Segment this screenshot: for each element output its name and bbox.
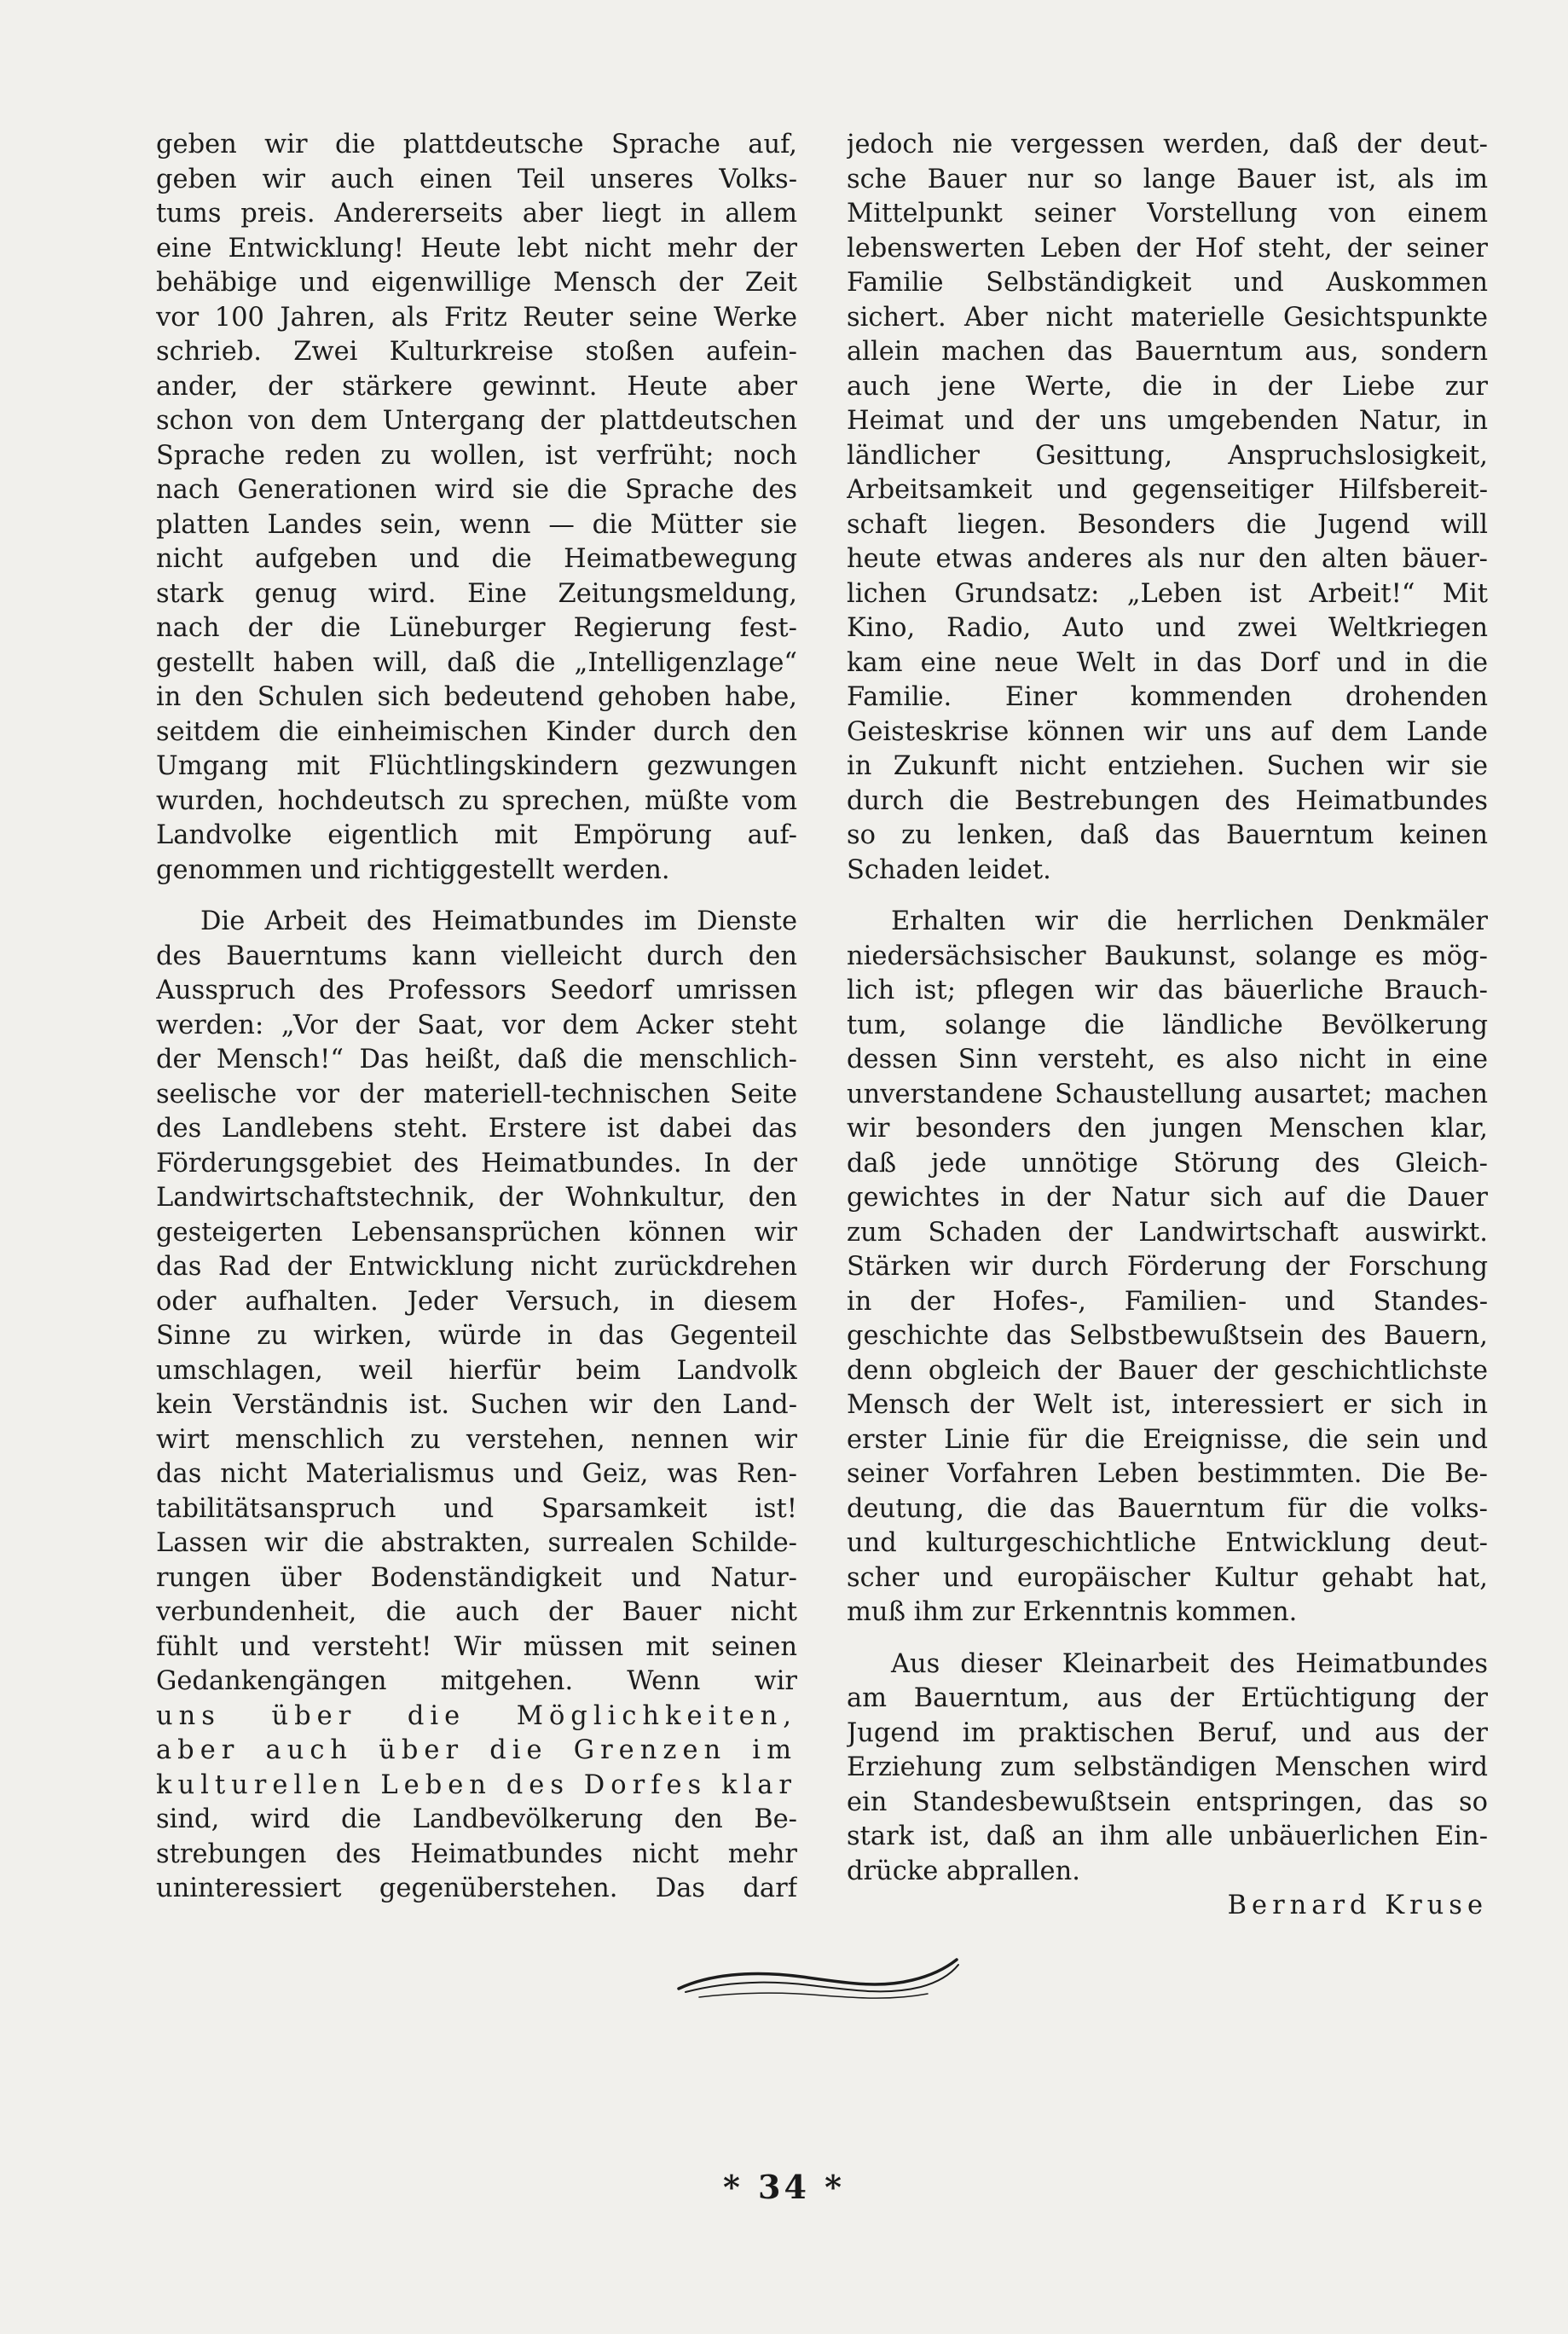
text-line: strebungen des Heimatbundes nicht mehr [156, 1839, 797, 1869]
swash-ornament-icon [674, 1951, 963, 2011]
author-signature: Bernard Kruse [1227, 1891, 1488, 1920]
text-line: zum Schaden der Landwirtschaft auswirkt. [847, 1217, 1488, 1248]
text-line: tabilitätsanspruch und Sparsamkeit ist! [156, 1493, 797, 1524]
text-line: kein Verständnis ist. Suchen wir den Land- [156, 1390, 797, 1420]
paragraph [847, 1648, 1488, 1890]
text-line: Stärken wir durch Förderung der Forschung [847, 1252, 1488, 1282]
text-line: auch jene Werte, die in der Liebe zur [847, 371, 1488, 402]
text-line: genommen und richtiggestellt werden. [156, 854, 670, 885]
text-line: Geisteskrise können wir uns auf dem Lande [847, 716, 1488, 747]
text-line: Landwirtschaftstechnik, der Wohnkultur, den [156, 1183, 797, 1213]
text-line: Lassen wir die abstrakten, surrealen Schilde- [156, 1528, 797, 1558]
text-line: tum, solange die ländliche Bevölkerung [847, 1010, 1488, 1040]
text-line: seiner Vorfahren Leben bestimmten. Die Be- [847, 1459, 1488, 1489]
text-line: gewichtes in der Natur sich auf die Dauer [847, 1183, 1488, 1213]
text-line: platten Landes sein, wenn — die Mütter sie [156, 509, 797, 540]
text-line: denn obgleich der Bauer der geschichtlichste [847, 1355, 1488, 1386]
text-line: Mensch der Welt ist, interessiert er sich in [847, 1390, 1488, 1420]
text-line: niedersächsischer Baukunst, solange es mög- [847, 941, 1488, 971]
text-line: tums preis. Andererseits aber liegt in allem [156, 199, 797, 229]
text-line: so zu lenken, daß das Bauerntum keinen [847, 820, 1488, 850]
text-line: Sprache reden zu wollen, ist verfrüht; noch [156, 440, 797, 471]
text-line: geben wir auch einen Teil unseres Volks- [156, 164, 797, 194]
text-line: Die Arbeit des Heimatbundes im Dienste [200, 906, 797, 936]
text-line: gesteigerten Lebensansprüchen können wir [156, 1217, 797, 1248]
text-line: aber auch über die Grenzen im [156, 1735, 797, 1765]
paragraph [156, 905, 797, 1907]
text-line: werden: „Vor der Saat, vor dem Acker steht [156, 1010, 797, 1040]
text-line: nicht aufgeben und die Heimatbewegung [156, 544, 797, 574]
text-line: deutung, die das Bauerntum für die volks- [847, 1493, 1488, 1524]
text-line: Sinne zu wirken, würde in das Gegenteil [156, 1321, 797, 1351]
page-number: * 34 * [722, 2168, 846, 2206]
text-line: ein Standesbewußtsein entspringen, das so [847, 1787, 1488, 1817]
right-column [847, 128, 1488, 1924]
text-line: wir besonders den jungen Menschen klar, [847, 1114, 1488, 1144]
text-line: kulturellen Leben des Dorfes klar [156, 1769, 797, 1800]
text-line: schaft liegen. Besonders die Jugend will [847, 509, 1488, 540]
text-line: des Landlebens steht. Erstere ist dabei das [156, 1114, 797, 1144]
paragraph-gap [847, 888, 1488, 905]
text-line: schrieb. Zwei Kulturkreise stoßen aufein- [156, 337, 797, 367]
text-line: wirt menschlich zu verstehen, nennen wir [156, 1424, 797, 1455]
text-line: ländlicher Gesittung, Anspruchslosigkeit, [847, 440, 1488, 471]
text-line: in der Hofes-, Familien- und Standes- [847, 1286, 1488, 1317]
text-line: sche Bauer nur so lange Bauer ist, als im [847, 164, 1488, 194]
text-line: drücke abprallen. [847, 1856, 1080, 1886]
text-line: Erziehung zum selbständigen Menschen wird [847, 1752, 1488, 1782]
text-line: kam eine neue Welt in das Dorf und in die [847, 647, 1488, 678]
text-line: verbundenheit, die auch der Bauer nicht [156, 1597, 797, 1627]
text-line: sind, wird die Landbevölkerung den Be- [156, 1804, 797, 1834]
text-line: lich ist; pflegen wir das bäuerliche Brauch- [847, 976, 1488, 1005]
text-line: eine Entwicklung! Heute lebt nicht mehr der [156, 233, 797, 264]
text-line: muß ihm zur Erkenntnis kommen. [847, 1597, 1298, 1627]
paragraph [847, 128, 1488, 888]
text-line: am Bauerntum, aus der Ertüchtigung der [847, 1683, 1488, 1713]
text-line: das Rad der Entwicklung nicht zurückdrehen [156, 1252, 797, 1282]
text-line: das nicht Materialismus und Geiz, was Ren- [156, 1459, 797, 1489]
text-line: Heimat und der uns umgebenden Natur, in [847, 406, 1488, 436]
text-line: scher und europäischer Kultur gehabt hat, [847, 1562, 1488, 1593]
text-line: Förderungsgebiet des Heimatbundes. In der [156, 1148, 797, 1179]
text-line: daß jede unnötige Störung des Gleich- [847, 1148, 1488, 1179]
text-line: uninteressiert gegenüberstehen. Das darf [156, 1874, 797, 1903]
text-line: Ausspruch des Professors Seedorf umrissen [156, 976, 797, 1005]
text-line: allein machen das Bauerntum aus, sondern [847, 337, 1488, 367]
text-line: oder aufhalten. Jeder Versuch, in diesem [156, 1286, 797, 1317]
text-line: in den Schulen sich bedeutend gehoben habe, [156, 682, 797, 712]
text-line: schon von dem Untergang der plattdeutschen [156, 406, 797, 436]
text-line: uns über die Möglichkeiten, [156, 1700, 797, 1731]
text-line: und kulturgeschichtliche Entwicklung deut- [847, 1528, 1488, 1558]
text-line: rungen über Bodenständigkeit und Natur- [156, 1562, 797, 1593]
text-line: seitdem die einheimischen Kinder durch den [156, 716, 797, 747]
text-line: Landvolke eigentlich mit Empörung auf- [156, 820, 797, 850]
text-line: Aus dieser Kleinarbeit des Heimatbundes [891, 1648, 1488, 1679]
text-line: seelische vor der materiell-technischen Seite [156, 1079, 797, 1109]
text-line: behäbige und eigenwillige Mensch der Zeit [156, 268, 797, 298]
text-line: durch die Bestrebungen des Heimatbundes [847, 785, 1488, 816]
text-line: Jugend im praktischen Beruf, und aus der [847, 1717, 1488, 1748]
text-line: Kino, Radio, Auto und zwei Weltkriegen [847, 613, 1488, 643]
text-line: vor 100 Jahren, als Fritz Reuter seine Werke [156, 302, 797, 333]
text-line: umschlagen, weil hierfür beim Landvolk [156, 1355, 797, 1386]
text-line: Familie Selbständigkeit und Auskommen [847, 268, 1488, 298]
text-line: stark genug wird. Eine Zeitungsmeldung, [156, 578, 797, 609]
text-line: ander, der stärkere gewinnt. Heute aber [156, 371, 797, 402]
text-line: nach Generationen wird sie die Sprache des [156, 475, 797, 505]
text-line: dessen Sinn versteht, es also nicht in eine [847, 1045, 1488, 1074]
text-line: Umgang mit Flüchtlingskindern gezwungen [156, 751, 797, 781]
text-line: gestellt haben will, daß die „Intelligenzlage“ [156, 647, 797, 678]
paragraph [847, 905, 1488, 1630]
text-line: fühlt und versteht! Wir müssen mit seinen [156, 1631, 797, 1662]
left-column [156, 128, 797, 1907]
text-line: erster Linie für die Ereignisse, die sein und [847, 1424, 1488, 1455]
text-line: geschichte das Selbstbewußtsein des Bauern, [847, 1321, 1488, 1351]
text-line: Gedankengängen mitgehen. Wenn wir [156, 1666, 797, 1696]
text-line: des Bauerntums kann vielleicht durch den [156, 941, 797, 971]
text-line: in Zukunft nicht entziehen. Suchen wir sie [847, 751, 1488, 781]
text-line: wurden, hochdeutsch zu sprechen, müßte vom [156, 785, 797, 816]
paragraph-gap [156, 888, 797, 905]
text-line: Mittelpunkt seiner Vorstellung von einem [847, 199, 1488, 229]
text-line: der Mensch!“ Das heißt, daß die menschlich- [156, 1045, 797, 1074]
text-line: lichen Grundsatz: „Leben ist Arbeit!“ Mit [847, 578, 1488, 609]
text-line: Arbeitsamkeit und gegenseitiger Hilfsbereit- [847, 475, 1488, 505]
text-line: unverstandene Schaustellung ausartet; machen [847, 1079, 1488, 1109]
paragraph [156, 128, 797, 888]
text-line: heute etwas anderes als nur den alten bäuer- [847, 544, 1488, 574]
text-line: Familie. Einer kommenden drohenden [847, 682, 1488, 712]
text-line: Schaden leidet. [847, 854, 1051, 885]
text-line: geben wir die plattdeutsche Sprache auf, [156, 130, 797, 159]
text-line: jedoch nie vergessen werden, daß der deut- [847, 130, 1488, 159]
text-line: lebenswerten Leben der Hof steht, der seiner [847, 233, 1488, 264]
text-line: sichert. Aber nicht materielle Gesichtspunkte [847, 302, 1488, 333]
text-line: nach der die Lüneburger Regierung fest- [156, 613, 797, 643]
paragraph-gap [847, 1630, 1488, 1648]
text-line: Erhalten wir die herrlichen Denkmäler [891, 906, 1488, 936]
text-line: stark ist, daß an ihm alle unbäuerlichen Ein- [847, 1821, 1488, 1851]
